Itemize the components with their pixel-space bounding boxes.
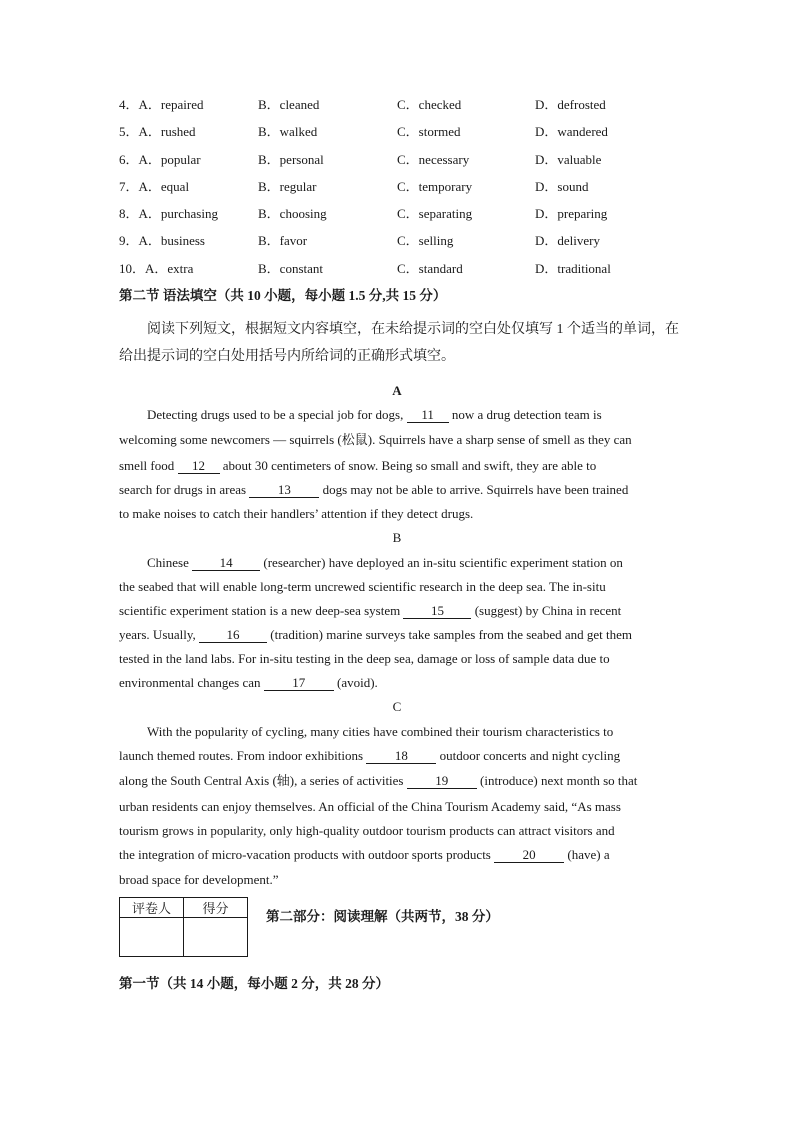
option-b: B．regular xyxy=(258,179,317,194)
passage-b-line-5: tested in the land labs. For in-situ testing in the deep sea, damage or loss of sample data due to xyxy=(119,651,610,666)
passage-b-line-6: environmental changes can 17 (avoid). xyxy=(119,675,378,690)
option-b: B．personal xyxy=(258,152,324,167)
passage-b-line-4: years. Usually, 16 (tradition) marine surveys take samples from the seabed and get them xyxy=(119,627,632,642)
option-d: D．valuable xyxy=(535,152,602,167)
option-b: B．walked xyxy=(258,124,318,139)
option-d: D．traditional xyxy=(535,261,611,276)
question-number: 4． xyxy=(119,97,139,112)
section-2-heading: 第二节 语法填空（共 10 小题，每小题 1.5 分,共 15 分） xyxy=(119,288,447,303)
part-2-heading: 第二部分：阅读理解（共两节，38 分） xyxy=(266,909,499,924)
passage-a-line-3: smell food 12 about 30 centimeters of snow. Being so small and swift, they are able to xyxy=(119,458,597,473)
blank-13[interactable]: 13 xyxy=(249,482,319,498)
option-a: A．business xyxy=(138,233,205,248)
blank-15[interactable]: 15 xyxy=(403,603,471,619)
passage-b-line-2: the seabed that will enable long-term uncrewed scientific research in the deep sea. The in-situ xyxy=(119,579,606,594)
blank-11[interactable]: 11 xyxy=(407,407,449,423)
passage-c-line-4: urban residents can enjoy themselves. An official of the China Tourism Academy said, “As mass xyxy=(119,799,621,814)
blank-17[interactable]: 17 xyxy=(264,675,334,691)
passage-c-line-3: along the South Central Axis (轴), a series of activities 19 (introduce) next month so that xyxy=(119,773,638,788)
option-d: D．defrosted xyxy=(535,97,606,112)
option-a: A．purchasing xyxy=(138,206,218,221)
question-number: 7． xyxy=(119,179,139,194)
question-number: 6． xyxy=(119,152,139,167)
option-b: B．choosing xyxy=(258,206,327,221)
option-d: D．preparing xyxy=(535,206,608,221)
blank-16[interactable]: 16 xyxy=(199,627,267,643)
passage-c-line-6: the integration of micro-vacation products with outdoor sports products 20 (have) a xyxy=(119,847,610,862)
passage-b-line-3: scientific experiment station is a new deep-sea system 15 (suggest) by China in recent xyxy=(119,603,622,618)
passage-b-line-1: Chinese 14 (researcher) have deployed an in-situ scientific experiment station on xyxy=(147,555,623,570)
passage-a-line-2: welcoming some newcomers — squirrels (松鼠). Squirrels have a sharp sense of smell as they can xyxy=(119,432,632,447)
score-table xyxy=(119,897,248,957)
passage-a-line-5: to make noises to catch their handlers’ attention if they detect drugs. xyxy=(119,506,474,521)
passage-c-line-5: tourism grows in popularity, only high-quality outdoor tourism products can attract visitors and xyxy=(119,823,615,838)
score-cell[interactable] xyxy=(184,918,248,957)
option-d: D．wandered xyxy=(535,124,608,139)
question-number: 8． xyxy=(119,206,139,221)
passage-c-line-1: With the popularity of cycling, many cities have combined their tourism characteristics to xyxy=(147,724,614,739)
option-b: B．constant xyxy=(258,261,323,276)
option-c: C．separating xyxy=(397,206,473,221)
score-header: 得分 xyxy=(184,898,248,918)
option-b: B．cleaned xyxy=(258,97,320,112)
question-number: 5． xyxy=(119,124,139,139)
blank-14[interactable]: 14 xyxy=(192,555,260,571)
blank-12[interactable]: 12 xyxy=(178,458,220,474)
blank-19[interactable]: 19 xyxy=(407,773,477,789)
instructions-line-2: 给出提示词的空白处用括号内所给词的正确形式填空。 xyxy=(119,349,455,364)
option-c: C．standard xyxy=(397,261,463,276)
option-d: D．delivery xyxy=(535,233,600,248)
option-c: C．checked xyxy=(397,97,462,112)
option-a: A．repaired xyxy=(138,97,204,112)
grader-header: 评卷人 xyxy=(120,898,184,918)
passage-b-label: B xyxy=(392,530,402,545)
passage-a-label: A xyxy=(392,383,402,398)
question-number: 10． xyxy=(119,261,146,276)
option-b: B．favor xyxy=(258,233,308,248)
passage-a-line-4: search for drugs in areas 13 dogs may not be able to arrive. Squirrels have been trained xyxy=(119,482,629,497)
grader-cell[interactable] xyxy=(120,918,184,957)
option-a: A．popular xyxy=(138,152,201,167)
option-a: A．rushed xyxy=(138,124,196,139)
option-d: D．sound xyxy=(535,179,589,194)
passage-c-line-2: launch themed routes. From indoor exhibitions 18 outdoor concerts and night cycling xyxy=(119,748,621,763)
option-c: C．stormed xyxy=(397,124,461,139)
option-a: A．extra xyxy=(145,261,194,276)
blank-20[interactable]: 20 xyxy=(494,847,564,863)
instructions-line-1: 阅读下列短文，根据短文内容填空，在未给提示词的空白处仅填写 1 个适当的单词，在 xyxy=(147,322,679,337)
passage-c-line-7: broad space for development.” xyxy=(119,872,279,887)
section-1-heading: 第一节（共 14 小题，每小题 2 分，共 28 分） xyxy=(119,976,389,991)
passage-a-line-1: Detecting drugs used to be a special job for dogs, 11 now a drug detection team is xyxy=(147,407,602,422)
passage-c-label: C xyxy=(392,699,402,714)
blank-18[interactable]: 18 xyxy=(366,748,436,764)
option-c: C．temporary xyxy=(397,179,473,194)
option-a: A．equal xyxy=(138,179,190,194)
option-c: C．necessary xyxy=(397,152,470,167)
option-c: C．selling xyxy=(397,233,454,248)
question-number: 9． xyxy=(119,233,139,248)
